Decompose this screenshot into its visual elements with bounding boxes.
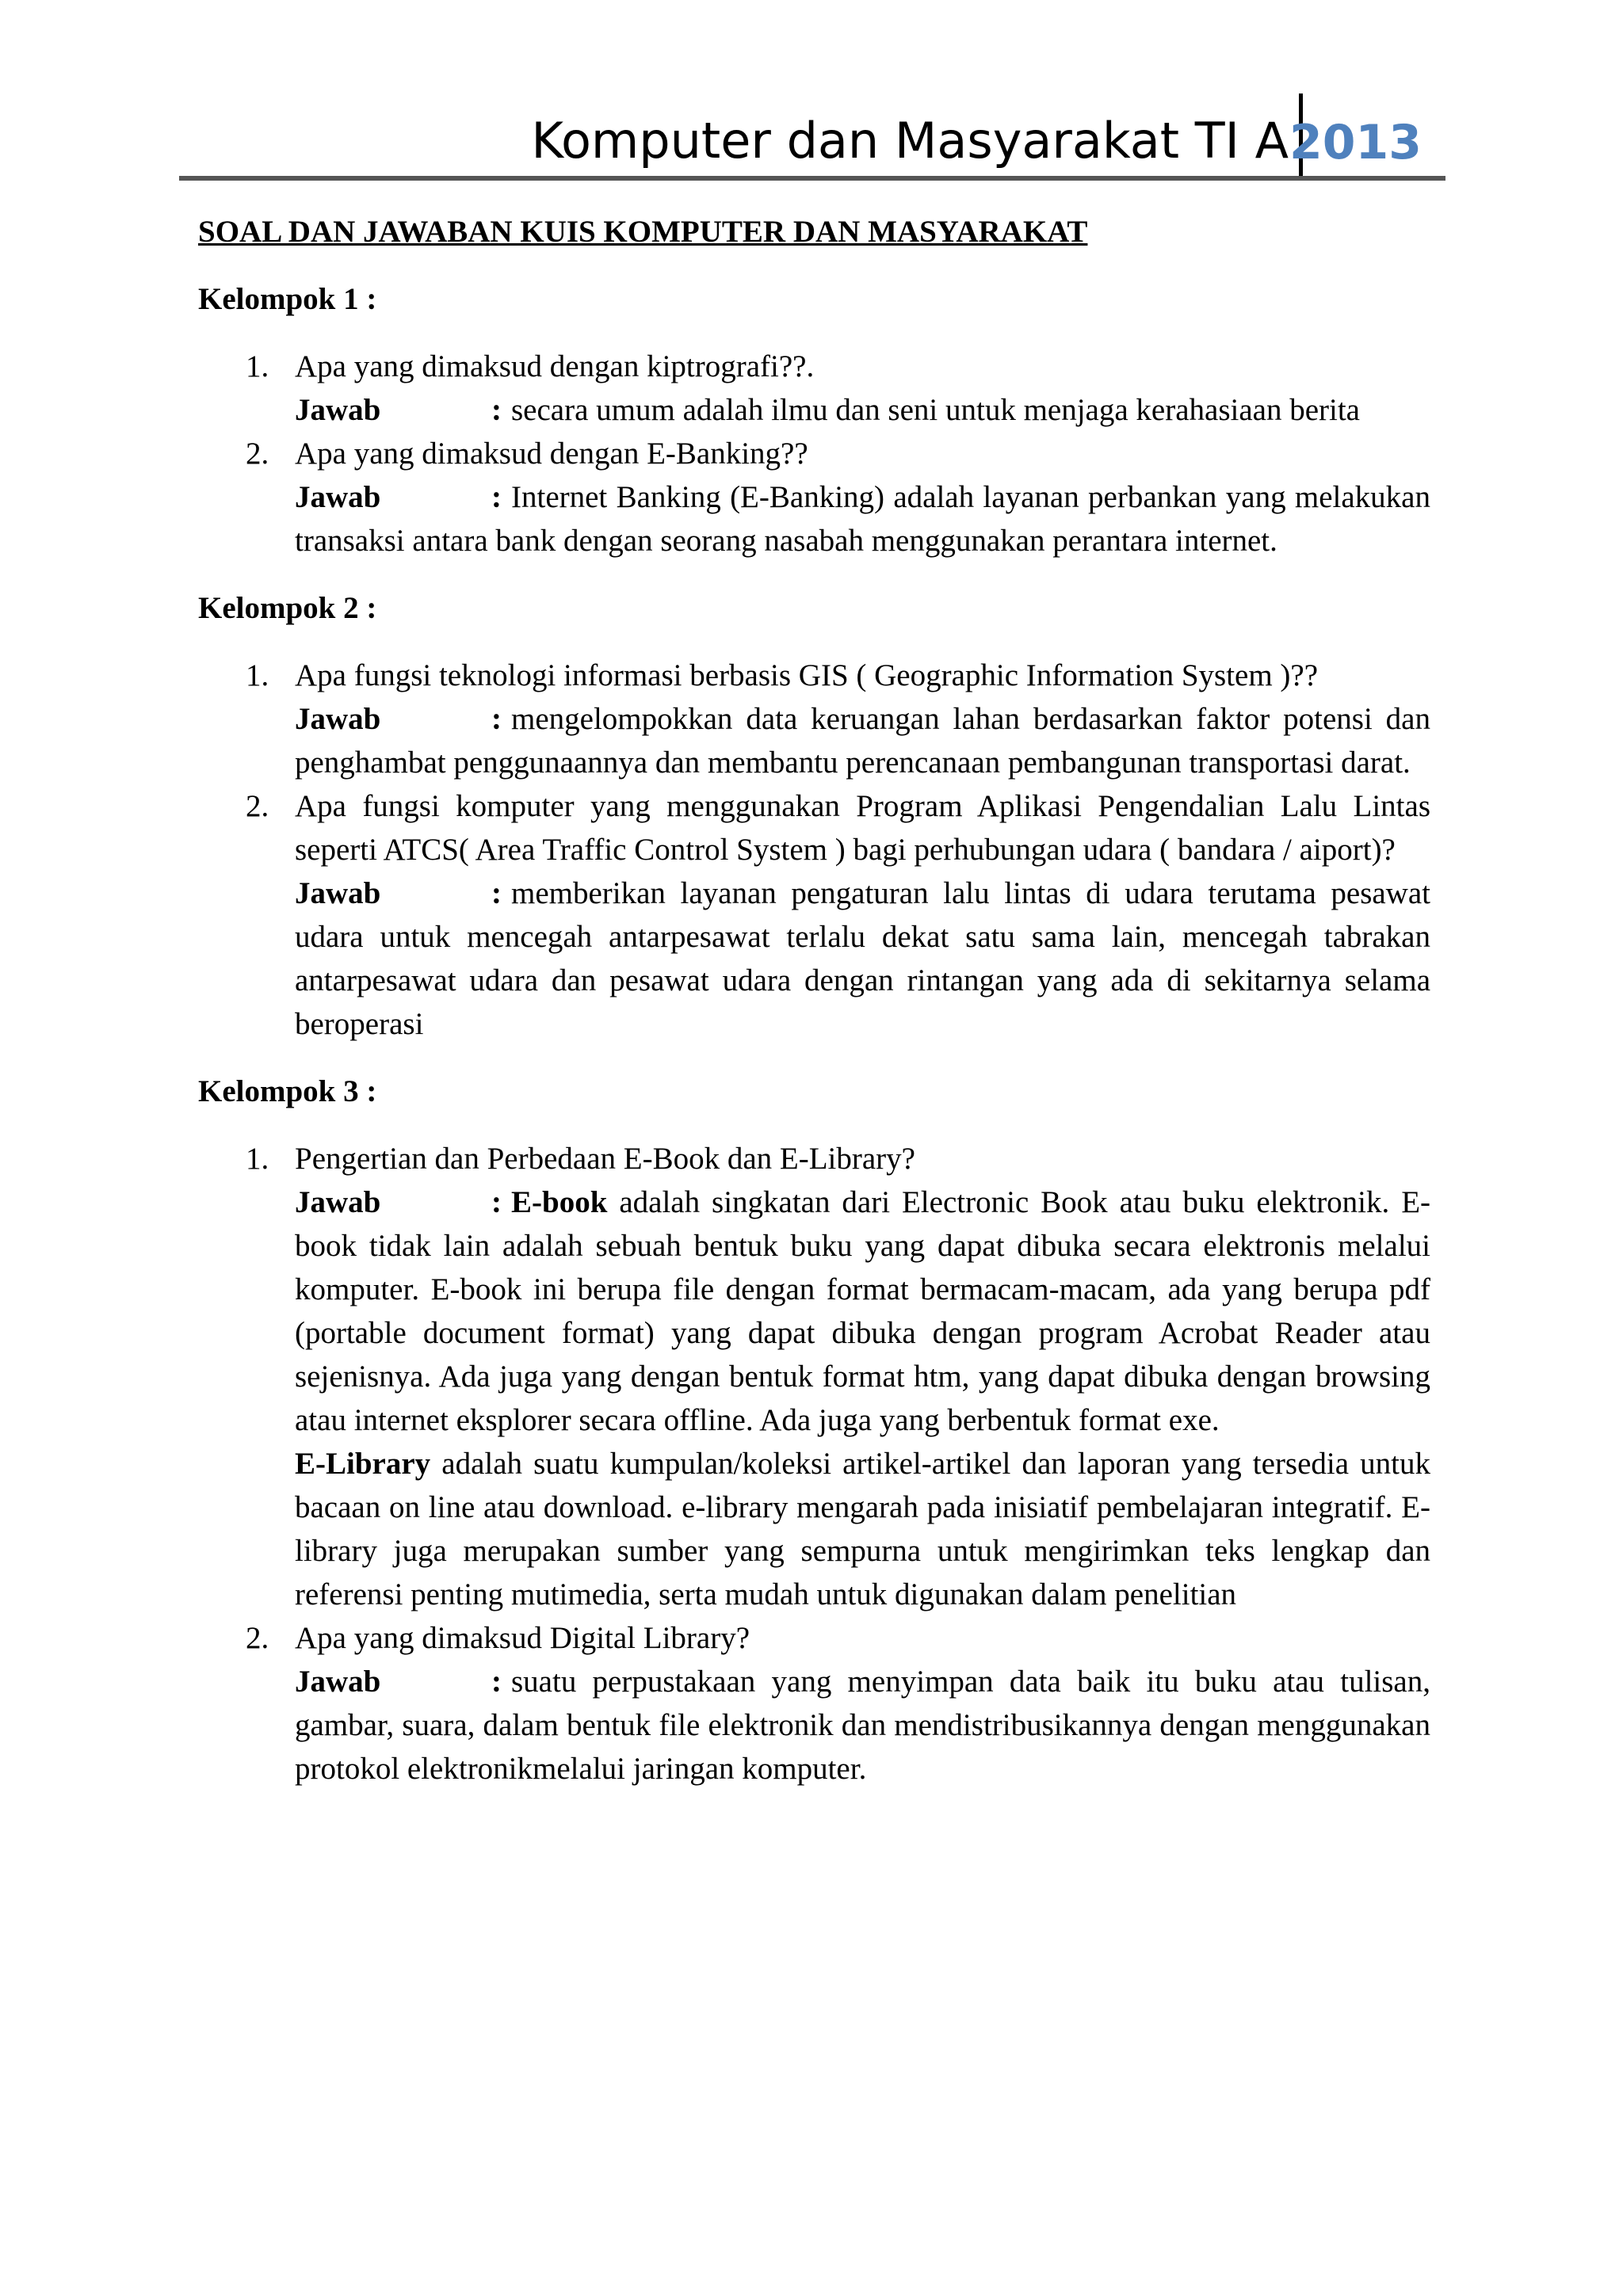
question-item — [198, 345, 1430, 432]
answer-text: adalah singkatan dari Electronic Book atau buku elektronik. E-book tidak lain adalah sebuah bentuk buku yang dapat dibuka secara elektronis melalui komputer. E-book ini berupa file dengan format bermacam-macam, ada yang berupa pdf (portable document format) yang dapat dibuka dengan program Acrobat Reader atau sejenisnya. Ada juga yang dengan bentuk format htm, yang dapat dibuka dengan browsing atau internet eksplorer secara offline. Ada juga yang berbentuk format exe. — [295, 1185, 1431, 1437]
answer — [295, 388, 1430, 432]
question-number: 1. — [246, 1142, 269, 1176]
answer-text-elibrary: adalah suatu kumpulan/koleksi artikel-artikel dan laporan yang tersedia untuk bacaan on line atau download. e-library mengarah pada inisiatif pembelajaran integratif. E-library juga merupakan sumber yang sempurna untuk mengirimkan teks lengkap dan referensi penting mutimedia, serta mudah untuk digunakan dalam penelitian — [295, 1447, 1431, 1611]
answer-text: memberikan layanan pengaturan lalu lintas di udara terutama pesawat udara untuk mencegah antarpesawat terlalu dekat satu sama lain, mencegah tabrakan antarpesawat udara dan pesawat udara dengan rintangan yang ada di sekitarnya selama beroperasi — [295, 876, 1430, 1041]
header-title: Komputer dan Masyarakat TI A — [531, 112, 1289, 170]
question-number: 1. — [246, 658, 269, 692]
question-text: Pengertian dan Perbedaan E-Book dan E-Library? — [295, 1142, 915, 1176]
answer-colon: : — [491, 1185, 502, 1219]
question-item — [198, 432, 1430, 563]
document-title: SOAL DAN JAWABAN KUIS KOMPUTER DAN MASYARAKAT — [198, 215, 1088, 249]
answer — [295, 697, 1430, 784]
question-item — [198, 784, 1430, 1046]
question-number: 2. — [246, 1621, 269, 1655]
answer — [295, 1180, 1430, 1442]
group-heading-2: Kelompok 2 : — [198, 591, 377, 625]
question-text: Apa yang dimaksud dengan E-Banking?? — [295, 437, 808, 471]
answer-label: Jawab — [295, 876, 381, 910]
question-number: 1. — [246, 349, 269, 383]
header-rule — [179, 176, 1445, 181]
question-text: Apa fungsi teknologi informasi berbasis GIS ( Geographic Information System )?? — [295, 658, 1319, 692]
header-year: 2013 — [1289, 115, 1422, 170]
answer-text: suatu perpustakaan yang menyimpan data baik itu buku atau tulisan, gambar, suara, dalam bentuk file elektronik dan mendistribusikannya dengan menggunakan protokol elektronikmelalui jaringan komputer. — [295, 1665, 1430, 1786]
question-text: Apa yang dimaksud Digital Library? — [295, 1621, 750, 1655]
answer-label: Jawab — [295, 393, 381, 427]
question-number: 2. — [246, 789, 269, 823]
answer-colon: : — [491, 876, 502, 910]
answer — [295, 1660, 1430, 1791]
group-heading-3: Kelompok 3 : — [198, 1074, 377, 1108]
answer-term-elibrary: E-Library — [295, 1447, 431, 1481]
question-list-3 — [198, 1137, 1430, 1791]
answer-label: Jawab — [295, 480, 381, 514]
answer-label: Jawab — [295, 702, 381, 736]
answer-label: Jawab — [295, 1185, 381, 1219]
answer-term-ebook: E-book — [511, 1185, 608, 1219]
answer — [295, 475, 1430, 563]
group-heading-1: Kelompok 1 : — [198, 282, 377, 316]
answer-label: Jawab — [295, 1665, 381, 1699]
answer-text: secara umum adalah ilmu dan seni untuk menjaga kerahasiaan berita — [511, 393, 1360, 427]
question-text: Apa fungsi komputer yang menggunakan Program Aplikasi Pengendalian Lalu Lintas seperti ATCS( Area Traffic Control System ) bagi perhubungan udara ( bandara / aiport)? — [295, 789, 1430, 867]
question-text: Apa yang dimaksud dengan kiptrografi??. — [295, 349, 815, 383]
question-list-2 — [198, 654, 1430, 1046]
question-number: 2. — [246, 437, 269, 471]
answer-colon: : — [491, 702, 502, 736]
answer — [295, 871, 1430, 1046]
question-item — [198, 654, 1430, 784]
question-item — [198, 1616, 1430, 1791]
answer-colon: : — [491, 393, 502, 427]
document-body — [198, 210, 1430, 1814]
answer-colon: : — [491, 480, 502, 514]
question-item — [198, 1137, 1430, 1616]
answer-elibrary — [295, 1442, 1430, 1616]
question-list-1 — [198, 345, 1430, 563]
answer-colon: : — [491, 1665, 502, 1699]
answer-text: Internet Banking (E-Banking) adalah layanan perbankan yang melakukan transaksi antara bank dengan seorang nasabah menggunakan perantara internet. — [295, 480, 1430, 558]
answer-text: mengelompokkan data keruangan lahan berdasarkan faktor potensi dan penghambat penggunaannya dan membantu perencanaan pembangunan transportasi darat. — [295, 702, 1430, 780]
page-header — [179, 93, 1445, 182]
